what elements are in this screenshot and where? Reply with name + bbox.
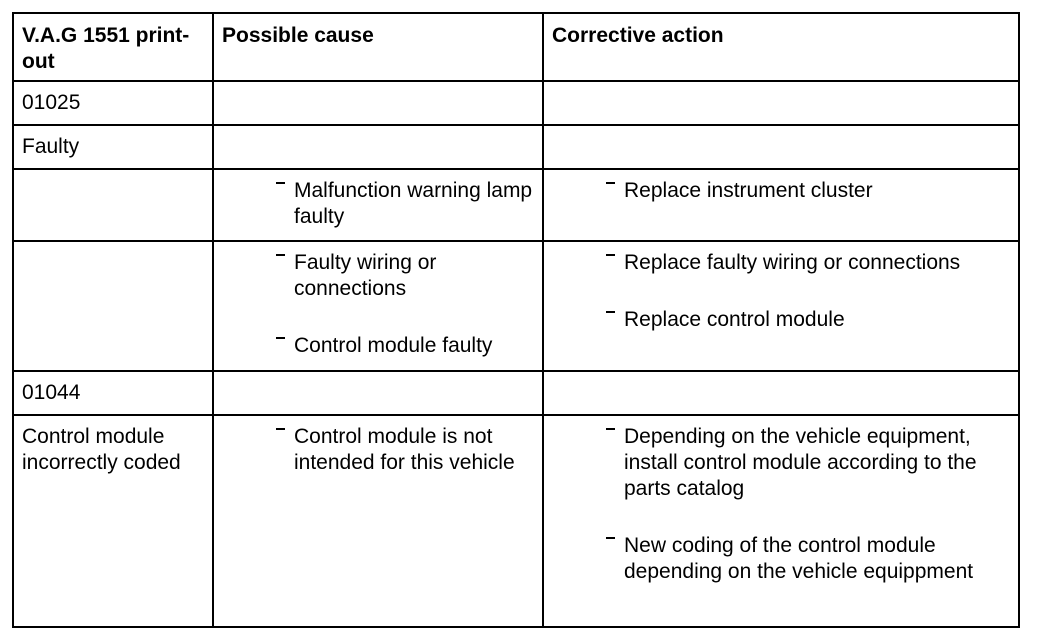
printout-cell: Faulty (13, 125, 213, 169)
cause-cell (213, 371, 543, 415)
cause-text: Control module is not intended for this vehicle (294, 425, 515, 474)
dash-icon (606, 311, 615, 313)
dash-icon (276, 182, 285, 184)
dash-icon (276, 428, 285, 430)
list-item (276, 250, 538, 302)
cause-cell (213, 241, 543, 371)
list-item (606, 250, 1014, 276)
printout-cell (13, 241, 213, 371)
list-item (606, 307, 1014, 333)
header-possible-cause: Possible cause (213, 13, 543, 81)
action-cell (543, 241, 1019, 371)
header-corrective-action: Corrective action (543, 13, 1019, 81)
table-row (13, 415, 1019, 627)
cause-cell (213, 169, 543, 241)
list-item (606, 178, 1014, 204)
printout-cell (13, 169, 213, 241)
list-item (276, 333, 538, 359)
action-cell (543, 81, 1019, 125)
action-text: New coding of the control module depending on the vehicle equippment (624, 534, 974, 583)
cause-cell (213, 81, 543, 125)
list-item (606, 533, 1014, 585)
list-item (606, 424, 1014, 502)
dash-icon (606, 428, 615, 430)
action-text: Replace instrument cluster (624, 179, 873, 202)
table-row (13, 241, 1019, 371)
cause-list (214, 416, 542, 476)
table-row (13, 125, 1019, 169)
action-cell (543, 371, 1019, 415)
action-text: Replace faulty wiring or connections (624, 251, 961, 274)
action-cell (543, 415, 1019, 627)
printout-cell: Control module incorrectly coded (13, 415, 213, 627)
list-item (276, 424, 538, 476)
cause-text: Control module faulty (294, 334, 493, 357)
cause-text: Faulty wiring or connections (294, 251, 437, 300)
diagnostic-table (12, 12, 1020, 628)
dash-icon (606, 254, 615, 256)
dash-icon (606, 182, 615, 184)
dash-icon (606, 537, 615, 539)
cause-list (214, 170, 542, 230)
action-text: Depending on the vehicle equipment, install control module according to the parts catalog (624, 425, 977, 500)
action-list (544, 170, 1018, 204)
action-text: Replace control module (624, 308, 845, 331)
printout-cell: 01025 (13, 81, 213, 125)
cause-list (214, 242, 542, 359)
dash-icon (276, 337, 285, 339)
action-cell (543, 169, 1019, 241)
action-cell (543, 125, 1019, 169)
table-row (13, 81, 1019, 125)
table-header-row (13, 13, 1019, 81)
list-item (276, 178, 538, 230)
action-list (544, 416, 1018, 585)
header-printout: V.A.G 1551 print-out (13, 13, 213, 81)
cause-cell (213, 125, 543, 169)
printout-cell: 01044 (13, 371, 213, 415)
dash-icon (276, 254, 285, 256)
table-row (13, 371, 1019, 415)
cause-cell (213, 415, 543, 627)
table-row (13, 169, 1019, 241)
cause-text: Malfunction warning lamp faulty (294, 179, 533, 228)
action-list (544, 242, 1018, 333)
